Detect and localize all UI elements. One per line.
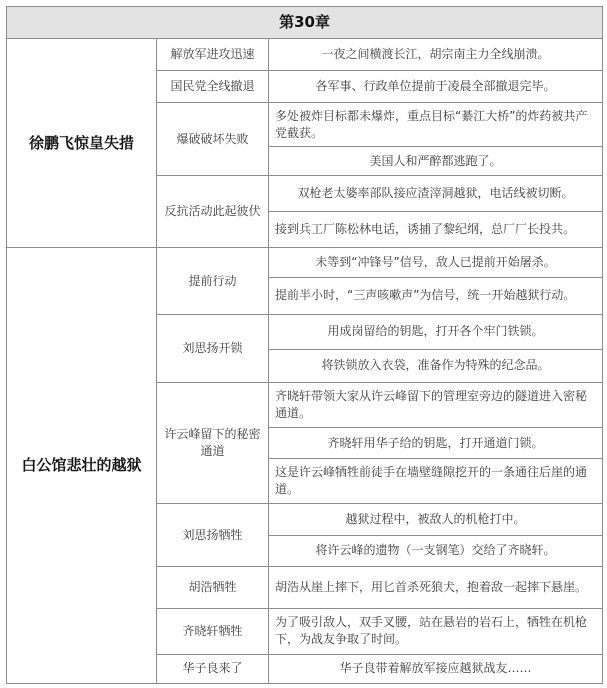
event-name: 胡浩牺牲 <box>157 566 269 608</box>
event-name: 刘思扬牺牲 <box>157 504 269 567</box>
title-row <box>7 7 603 39</box>
event-name: 解放军进攻迅速 <box>157 39 269 70</box>
event-name: 刘思扬开锁 <box>157 315 269 383</box>
event-name: 华子良来了 <box>157 654 269 683</box>
event-detail: 齐晓轩用华子给的钥匙，打开通道门锁。 <box>269 427 603 458</box>
event-detail: 各军事、行政单位提前于凌晨全部撤退完毕。 <box>269 70 603 102</box>
event-detail: 双枪老太婆率部队接应渣滓洞越狱，电话线被切断。 <box>269 176 603 212</box>
event-detail: 将铁锁放入衣袋，准备作为特殊的纪念品。 <box>269 349 603 382</box>
table-row <box>7 248 603 277</box>
event-detail: 将许云峰的遗物（一支钢笔）交给了齐晓轩。 <box>269 535 603 566</box>
event-name: 爆破破坏失败 <box>157 103 269 176</box>
event-detail: 华子良带着解放军接应越狱战友…… <box>269 654 603 683</box>
chapter-title: 第30章 <box>7 7 603 39</box>
event-detail: 一夜之间横渡长江，胡宗南主力全线崩溃。 <box>269 39 603 70</box>
event-detail: 为了吸引敌人，双手叉腰，站在悬岩的岩石上，牺牲在机枪下，为战友争取了时间。 <box>269 608 603 654</box>
event-detail: 多处被炸目标都未爆炸，重点目标“綦江大桥”的炸药被共产党截获。 <box>269 103 603 147</box>
event-detail: 未等到“冲锋号”信号，敌人已提前开始屠杀。 <box>269 248 603 277</box>
event-name: 反抗活动此起彼伏 <box>157 176 269 248</box>
event-detail: 接到兵工厂陈松林电话，诱捕了黎纪纲，总厂厂长投共。 <box>269 211 603 248</box>
event-detail: 这是许云峰牺牲前徒手在墙壁缝隙挖开的一条通往后崖的通道。 <box>269 459 603 504</box>
event-detail: 用成岗留给的钥匙，打开各个牢门铁锁。 <box>269 315 603 349</box>
section-name: 白公馆悲壮的越狱 <box>7 248 157 684</box>
event-detail: 越狱过程中，被敌人的机枪打中。 <box>269 504 603 535</box>
event-detail: 提前半小时，“三声咳嗽声”为信号，统一开始越狱行动。 <box>269 277 603 315</box>
section-name: 徐鹏飞惊皇失措 <box>7 39 157 248</box>
event-name: 国民党全线撤退 <box>157 70 269 102</box>
event-detail: 胡浩从崖上摔下，用匕首杀死狼犬，抱着敌一起摔下悬崖。 <box>269 566 603 608</box>
event-name: 齐晓轩牺牲 <box>157 608 269 654</box>
event-name: 提前行动 <box>157 248 269 315</box>
event-name: 许云峰留下的秘密通道 <box>157 383 269 504</box>
event-detail: 美国人和严醉都逃跑了。 <box>269 146 603 175</box>
event-detail: 齐晓轩带领大家从许云峰留下的管理室旁边的隧道进入密秘通道。 <box>269 383 603 428</box>
table-row <box>7 39 603 70</box>
chapter-outline-table <box>6 6 603 684</box>
